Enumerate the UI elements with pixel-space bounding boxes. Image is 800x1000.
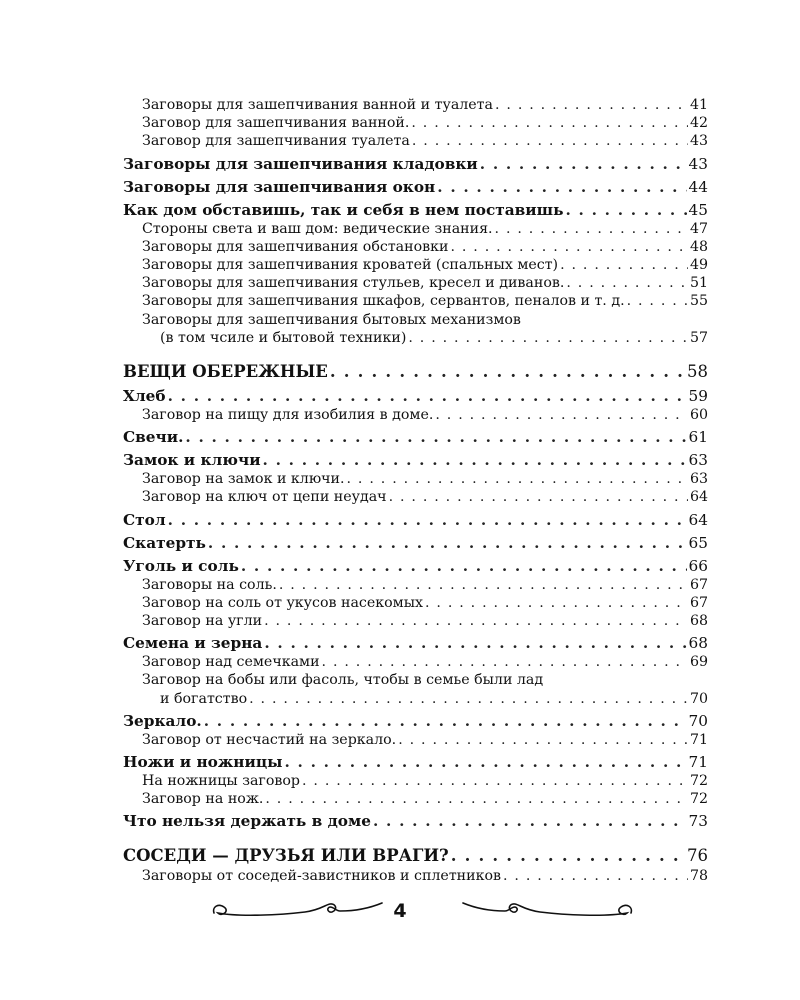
toc-page-number: 70 bbox=[689, 690, 708, 707]
toc-entry-title: Заговор для зашепчивания ванной. bbox=[142, 115, 410, 132]
toc-subentry bbox=[123, 220, 708, 238]
leader-dots bbox=[627, 292, 688, 310]
leader-dots bbox=[279, 576, 688, 594]
toc-page-number: 65 bbox=[688, 533, 708, 552]
toc-entry-title: Стороны света и ваш дом: ведические знания. bbox=[142, 220, 493, 237]
toc-entry-title: Свечи. bbox=[123, 428, 184, 447]
toc-page-number: 43 bbox=[688, 154, 708, 173]
toc-page-number: 44 bbox=[688, 177, 708, 196]
toc-subentry bbox=[123, 653, 708, 671]
leader-dots bbox=[168, 510, 687, 530]
toc-subentry bbox=[123, 612, 708, 630]
toc-entry-title: На ножницы заговор bbox=[142, 773, 301, 790]
toc-entry bbox=[123, 533, 708, 553]
toc-subentry bbox=[123, 594, 708, 612]
leader-dots bbox=[480, 154, 687, 174]
toc-page-number: 41 bbox=[689, 97, 708, 113]
toc-page-number: 61 bbox=[688, 428, 708, 447]
toc-page-number: 69 bbox=[689, 654, 708, 671]
toc-entry bbox=[123, 690, 708, 708]
leader-dots bbox=[284, 752, 686, 772]
toc-entry-title: Зеркало. bbox=[123, 711, 202, 730]
toc-entry bbox=[123, 556, 708, 576]
toc-entry-title: Заговор на угли bbox=[142, 613, 263, 630]
toc-page-number: 64 bbox=[688, 510, 708, 529]
toc-subentry bbox=[123, 488, 708, 506]
toc-subentry bbox=[123, 114, 708, 132]
toc-page-number: 72 bbox=[689, 791, 708, 808]
leader-dots bbox=[265, 790, 688, 808]
toc-entry-title: Как дом обставишь, так и себя в нем поставишь bbox=[123, 200, 564, 219]
toc-page-number: 58 bbox=[687, 362, 708, 382]
toc-entry-title: Заговор над семечками bbox=[142, 654, 320, 671]
toc-subentry bbox=[123, 96, 708, 114]
toc-subentry bbox=[123, 470, 708, 488]
leader-dots bbox=[322, 653, 688, 671]
leader-dots bbox=[249, 690, 688, 708]
toc-entry bbox=[123, 386, 708, 406]
leader-dots bbox=[302, 772, 688, 790]
toc-entry-title: Что нельзя держать в доме bbox=[123, 812, 371, 831]
toc-entry-title: Уголь и соль bbox=[123, 556, 239, 575]
toc-entry bbox=[123, 450, 708, 470]
toc-page-number: 71 bbox=[688, 753, 708, 772]
toc-subentry bbox=[123, 731, 708, 749]
toc-entry-title: Заговор от несчастий на зеркало. bbox=[142, 731, 397, 748]
leader-dots bbox=[241, 556, 687, 576]
toc-page-number: 63 bbox=[689, 471, 708, 488]
toc-page-number: 63 bbox=[688, 451, 708, 470]
toc-entry-title: Заговоры для зашепчивания кладовки bbox=[123, 154, 478, 173]
toc-entry-title: Заговор на пищу для изобилия в доме. bbox=[142, 407, 434, 424]
toc-page-number: 67 bbox=[689, 594, 708, 611]
toc-page-number: 71 bbox=[689, 731, 708, 748]
toc-entry-title: Заговоры от соседей-завистников и сплетников bbox=[142, 868, 501, 885]
toc-subentry bbox=[123, 238, 708, 256]
toc-entry-title: Заговор на соль от укусов насекомых bbox=[142, 594, 423, 611]
leader-dots bbox=[263, 450, 687, 470]
toc-subentry bbox=[123, 132, 708, 150]
leader-dots bbox=[495, 96, 688, 114]
toc-page-number: 72 bbox=[689, 773, 708, 790]
toc-page-number: 51 bbox=[689, 275, 708, 292]
leader-dots bbox=[373, 811, 687, 831]
toc-subentry bbox=[123, 274, 708, 292]
toc-page-number: 60 bbox=[689, 407, 708, 424]
toc-page-number: 45 bbox=[688, 200, 708, 219]
toc-entry bbox=[123, 510, 708, 530]
toc-page-number: 73 bbox=[688, 812, 708, 831]
toc-entry-title: Замок и ключи bbox=[123, 451, 261, 470]
toc-subentry bbox=[123, 576, 708, 594]
toc-entry-line: Заговоры для зашепчивания бытовых механизмов bbox=[142, 311, 521, 328]
toc-entry-title: Заговор на нож. bbox=[142, 791, 264, 808]
toc-entry bbox=[123, 427, 708, 447]
toc-page-number: 43 bbox=[689, 133, 708, 150]
page-number: 4 bbox=[393, 900, 407, 922]
toc-entry-line: Заговор на бобы или фасоль, чтобы в семье были лад bbox=[142, 672, 544, 689]
toc-page-number: 66 bbox=[688, 556, 708, 575]
right-flourish-icon bbox=[455, 895, 635, 925]
toc-entry-title: Заговоры для зашепчивания стульев, кресел и диванов. bbox=[142, 275, 565, 292]
toc-page-number: 70 bbox=[688, 711, 708, 730]
toc-subentry bbox=[123, 790, 708, 808]
toc-entry-title: Ножи и ножницы bbox=[123, 753, 283, 772]
leader-dots bbox=[560, 256, 688, 274]
toc-entry-title: Хлеб bbox=[123, 387, 166, 406]
toc-page-number: 47 bbox=[689, 220, 708, 237]
toc-entry-title: Заговоры для зашепчивания кроватей (спальных мест) bbox=[142, 257, 559, 274]
toc-entry bbox=[123, 633, 708, 653]
toc-page-number: 48 bbox=[689, 238, 708, 255]
leader-dots bbox=[408, 329, 688, 347]
toc-entry-title: Заговоры на соль. bbox=[142, 576, 277, 593]
toc-entry bbox=[123, 811, 708, 831]
leader-dots bbox=[566, 274, 688, 292]
leader-dots bbox=[398, 731, 688, 749]
toc-page-number: 68 bbox=[689, 613, 708, 630]
toc-entry-title: Семена и зерна bbox=[123, 634, 263, 653]
toc-subentry bbox=[123, 256, 708, 274]
leader-dots bbox=[330, 361, 685, 383]
toc-entry-title: и богатство bbox=[160, 690, 248, 707]
leader-dots bbox=[264, 633, 686, 653]
toc-entry-title: Заговор на ключ от цепи неудач bbox=[142, 489, 387, 506]
leader-dots bbox=[450, 238, 688, 256]
toc-page-number: 64 bbox=[689, 489, 708, 506]
toc-entry-title: СОСЕДИ — ДРУЗЬЯ ИЛИ ВРАГИ? bbox=[123, 846, 449, 866]
toc-page-number: 76 bbox=[687, 846, 708, 866]
toc-page-number: 55 bbox=[689, 293, 708, 310]
leader-dots bbox=[389, 488, 688, 506]
toc-entry-title: Заговор на замок и ключи. bbox=[142, 471, 345, 488]
toc-entry bbox=[123, 200, 708, 220]
toc-entry bbox=[123, 329, 708, 347]
leader-dots bbox=[412, 132, 688, 150]
toc-subentry bbox=[123, 772, 708, 790]
leader-dots bbox=[185, 427, 686, 447]
leader-dots bbox=[347, 470, 688, 488]
leader-dots bbox=[204, 711, 687, 731]
table-of-contents bbox=[123, 96, 708, 886]
toc-entry-title: Стол bbox=[123, 510, 166, 529]
leader-dots bbox=[425, 594, 688, 612]
leader-dots bbox=[435, 406, 688, 424]
leader-dots bbox=[503, 867, 688, 885]
leader-dots bbox=[411, 114, 688, 132]
toc-section-heading bbox=[123, 361, 708, 383]
toc-entry-title: (в том чсиле и бытовой техники) bbox=[160, 329, 407, 346]
toc-entry bbox=[123, 177, 708, 197]
toc-entry-title: Заговоры для зашепчивания обстановки bbox=[142, 238, 449, 255]
leader-dots bbox=[208, 533, 687, 553]
toc-entry-title: Заговоры для зашепчивания шкафов, сервантов, пеналов и т. д. bbox=[142, 293, 625, 310]
leader-dots bbox=[565, 200, 686, 220]
toc-subentry bbox=[123, 406, 708, 424]
toc-entry bbox=[123, 752, 708, 772]
toc-page-number: 57 bbox=[689, 329, 708, 346]
toc-entry bbox=[123, 711, 708, 731]
toc-entry-title: ВЕЩИ ОБЕРЕЖНЫЕ bbox=[123, 362, 328, 382]
toc-subentry bbox=[123, 867, 708, 885]
leader-dots bbox=[168, 386, 687, 406]
toc-entry-title: Заговоры для зашепчивания ванной и туалета bbox=[142, 97, 493, 113]
toc-section-heading bbox=[123, 845, 708, 867]
toc-page-number: 68 bbox=[688, 634, 708, 653]
toc-page-number: 67 bbox=[689, 576, 708, 593]
toc-page-number: 59 bbox=[688, 387, 708, 406]
toc-entry-title: Заговор для зашепчивания туалета bbox=[142, 133, 410, 150]
toc-entry bbox=[123, 154, 708, 174]
toc-entry-title: Скатерть bbox=[123, 533, 206, 552]
leader-dots bbox=[451, 845, 685, 867]
toc-page-number: 42 bbox=[689, 115, 708, 132]
leader-dots bbox=[264, 612, 688, 630]
leader-dots bbox=[495, 220, 688, 238]
leader-dots bbox=[437, 177, 686, 197]
toc-subentry bbox=[123, 292, 708, 310]
toc-page-number: 78 bbox=[689, 868, 708, 885]
toc-entry-title: Заговоры для зашепчивания окон bbox=[123, 177, 436, 196]
page-footer bbox=[0, 895, 800, 935]
toc-page-number: 49 bbox=[689, 257, 708, 274]
